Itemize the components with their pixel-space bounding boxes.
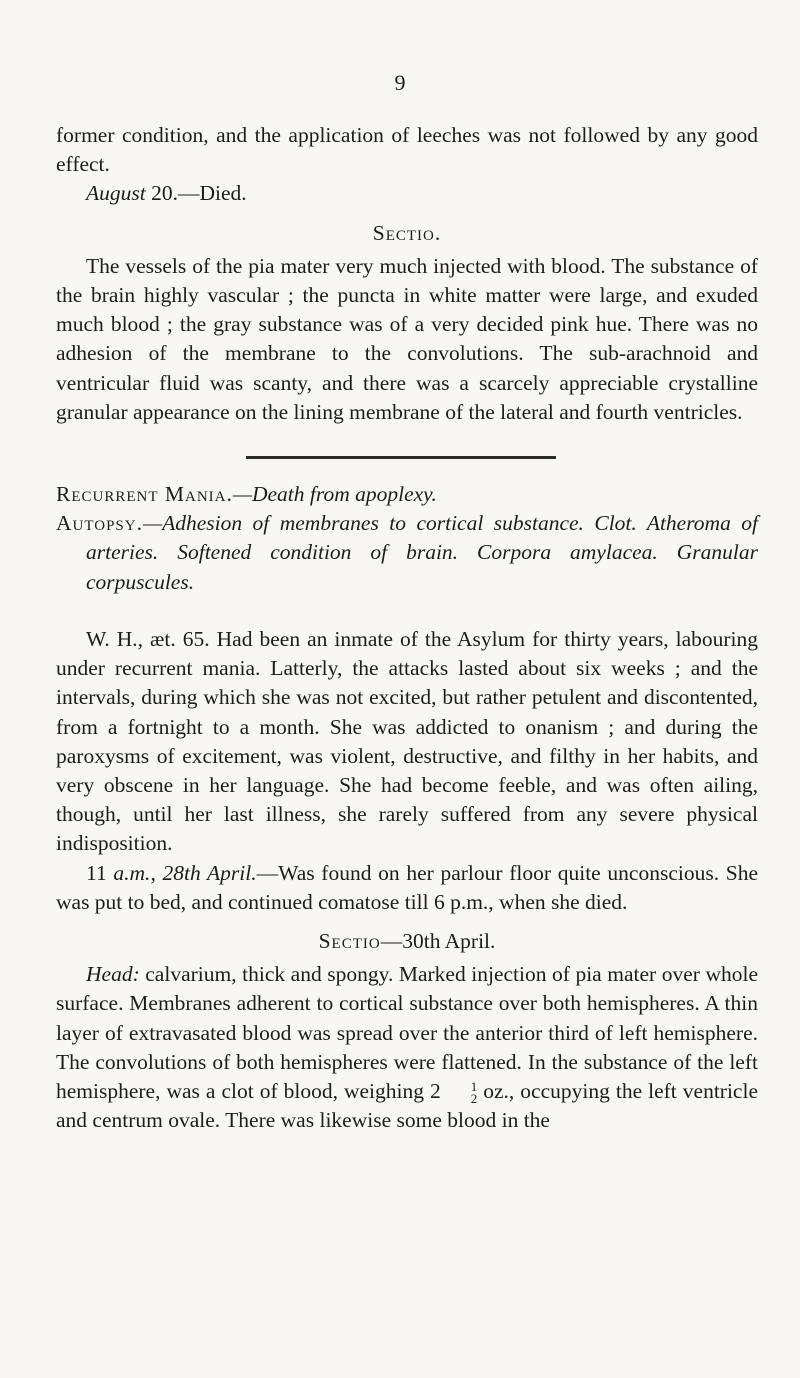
- time-rest: —Was found on her parlour floor quite unconscious. She was put to bed, and continued comatose till 6 p.m., when she died.: [56, 860, 759, 914]
- case-title: Recurrent Mania.: [56, 482, 233, 506]
- head-label: Head:: [86, 962, 140, 987]
- case-body: [56, 625, 758, 1135]
- date-month: August: [86, 181, 146, 206]
- case-title-line: [56, 480, 758, 509]
- sectio-paragraph: The vessels of the pia mater very much injected with blood. The substance of the brain highly vascular ; the puncta in white matter were large, and exuded much blood ; the gray substance was of a very decided pink hue. There was no adhesion of the membrane to the convolutions. The sub-arachnoid and ventricular fluid was scanty, and there was a scarcely appreciable crystalline granular appearance on the lining membrane of the lateral and fourth ventricles.: [56, 253, 758, 424]
- history-paragraph: W. H., æt. 65. Had been an inmate of the Asylum for thirty years, labouring under recurrent mania. Latterly, the attacks lasted about six weeks ; and the intervals, during which she was not excited, but rather petulent and discontented, from a fortnight to a month. She was addicted to onanism ; and during the paroxysms of excitement, was violent, destructive, and filthy in her habits, and very obscene in her language. She had become feeble, and was often ailing, though, until her last illness, she rarely suffered from any severe physical indisposition.: [56, 627, 758, 856]
- case-header: [56, 480, 758, 597]
- head-text-b: oz., occupying the left ventricle and centrum ovale. There was likewise some blood in the: [56, 1079, 758, 1133]
- case-subtitle: —Death from apoplexy.: [232, 482, 437, 506]
- head-text-a: calvarium, thick and spongy. Marked injection of pia mater over whole surface. Membranes adherent to cortical substance over both hemispheres. A thin layer of extravasated blood was spread over the anterior third of left hemisphere. The convolutions of both hemispheres were flattened. In the substance of the left hemisphere, was a clot of blood, weighing 2: [56, 962, 758, 1104]
- section-divider: [246, 456, 556, 459]
- sectio-date-2: —30th April.: [380, 929, 496, 954]
- time-paragraph: [56, 859, 758, 917]
- continuation-paragraph: former condition, and the application of leeches was not followed by any good effect.: [56, 123, 758, 177]
- fraction: [441, 1081, 478, 1105]
- autopsy-findings: —Adhesion of membranes to cortical substance. Clot. Atheroma of arteries. Softened condition of brain. Corpora amylacea. Granular corpuscules.: [86, 511, 758, 594]
- section-first-case-end: [56, 121, 758, 427]
- sectio-heading-2: Sectio: [318, 929, 381, 954]
- page-number: 9: [394, 70, 406, 95]
- time-number: 11: [86, 860, 114, 885]
- head-paragraph: [56, 960, 758, 1135]
- sectio-heading-2-line: [56, 927, 758, 956]
- time-date: 28th April.: [162, 860, 257, 885]
- autopsy-label: Autopsy.: [56, 511, 143, 536]
- date-entry: [56, 179, 758, 208]
- fraction-numerator: 1: [470, 1079, 478, 1095]
- autopsy-line: [56, 509, 758, 597]
- time-am: a.m.: [113, 860, 151, 885]
- fraction-denominator: 2: [470, 1091, 478, 1107]
- date-entry-text: 20.—Died.: [145, 181, 247, 206]
- time-sep: ,: [150, 860, 163, 885]
- sectio-heading: Sectio.: [372, 220, 442, 245]
